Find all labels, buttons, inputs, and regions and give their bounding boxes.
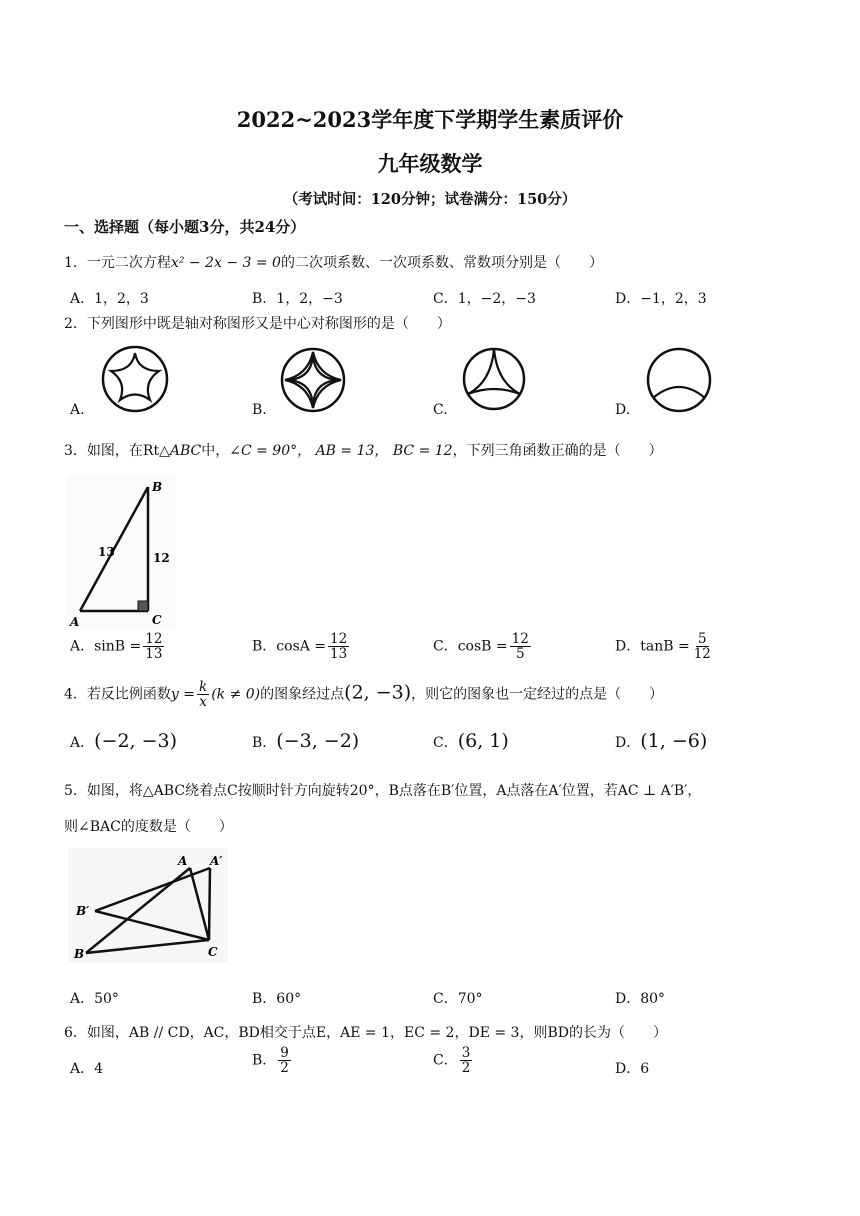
q1-pre: 1．一元二次方程 <box>64 255 171 271</box>
q3-pre: 3．如图，在Rt△ <box>64 443 170 459</box>
q6-option-d: D．6 <box>615 1061 650 1077</box>
q5-label-b-prime: B′ <box>76 904 90 918</box>
q2-figure-d <box>645 346 713 414</box>
q1-option-c: C．1，−2，−3 <box>433 291 536 307</box>
q4-point: (2, −3) <box>344 681 412 704</box>
q2-label-b: B. <box>252 402 267 418</box>
q4-post: ，则它的图象也一定经过的点是（ ） <box>411 686 664 703</box>
q5-label-c: C <box>208 945 218 959</box>
q4-y: y = <box>170 686 196 703</box>
q3-condition-bc: BC = 12 <box>392 443 453 459</box>
q3-side-ab: 13 <box>98 545 115 559</box>
q3-option-d: D．tanB = $\frac{5}{12}$ <box>615 631 711 663</box>
q3-triangle-name: ABC <box>169 443 202 459</box>
q6-option-c: C． $\frac{3}{2}$ <box>433 1045 471 1077</box>
section-heading: 一、选择题（每小题3分，共24分） <box>64 218 306 236</box>
exam-title: 2022~2023学年度下学期学生素质评价 <box>236 107 624 132</box>
q6-option-a: A．4 <box>70 1061 104 1077</box>
q3-option-c: C．cosB = $\frac{12}{5}$ <box>433 631 529 663</box>
q5-option-d: D．80° <box>615 991 666 1007</box>
q5-option-a: A．50° <box>70 991 119 1007</box>
q1-option-d: D．−1，2，3 <box>615 291 707 307</box>
question-2: 2．下列图形中既是轴对称图形又是中心对称图形的是（ ） <box>64 316 451 332</box>
q4-option-d: D．(1, −6) <box>615 730 708 752</box>
q3-condition-angle: ∠C = 90°， <box>229 443 312 459</box>
q5-label-b: B <box>74 947 85 961</box>
question-1 <box>64 252 603 274</box>
q2-figure-a <box>100 344 170 414</box>
question-6: 6．如图，AB // CD，AC，BD相交于点E，AE = 1，EC = 2，DE = 3，则BD的长为（ ） <box>64 1025 667 1041</box>
q3-option-a: A．sinB = $\frac{12}{13}$ <box>70 631 163 663</box>
question-5-line-2: 则∠BAC的度数是（ ） <box>64 819 233 835</box>
q5-label-a: A <box>178 854 188 868</box>
q2-figure-c <box>462 346 526 412</box>
q1-option-b: B．1，2，−3 <box>252 291 343 307</box>
q1-equation: x² − 2x − 3 = 0 <box>170 255 281 271</box>
q3-triangle-figure <box>66 474 176 630</box>
exam-subject: 九年级数学 <box>377 151 483 176</box>
q4-option-a: A．(−2, −3) <box>70 730 178 752</box>
q5-option-c: C．70° <box>433 991 483 1007</box>
q3-post: ，下列三角函数正确的是（ ） <box>452 443 663 459</box>
q4-option-b: B．(−3, −2) <box>252 730 360 752</box>
q2-label-a: A. <box>70 402 85 418</box>
q5-rotation-figure <box>68 848 228 962</box>
q3-condition-ab: AB = 13， <box>315 443 389 459</box>
q1-post: 的二次项系数、一次项系数、常数项分别是（ ） <box>280 255 603 271</box>
q1-option-a: A．1，2，3 <box>70 291 149 307</box>
q5-label-a-prime: A′ <box>210 854 223 868</box>
q3-label-a: A <box>70 615 80 629</box>
q4-mid: 的图象经过点 <box>260 686 345 703</box>
q3-label-b: B <box>152 480 163 494</box>
q4-condition: (k ≠ 0) <box>211 686 261 703</box>
q4-option-c: C．(6, 1) <box>433 730 509 752</box>
q4-pre: 4．若反比例函数 <box>64 686 171 703</box>
exam-info: （考试时间：120分钟；试卷满分：150分） <box>283 191 577 208</box>
q6-option-b: B． $\frac{9}{2}$ <box>252 1045 289 1077</box>
q5-option-b: B．60° <box>252 991 302 1007</box>
q3-mid: 中， <box>201 443 230 459</box>
question-4: 4．若反比例函数y = $\frac{k}{x}$ (k ≠ 0)的图象经过点(2, −3)，则它的图象也一定经过的点是（ ） <box>64 679 664 711</box>
q3-side-bc: 12 <box>153 551 170 565</box>
q3-label-c: C <box>152 613 162 627</box>
question-3 <box>64 440 663 462</box>
q2-figure-b <box>280 346 346 414</box>
question-5-line-1: 5．如图，将△ABC绕着点C按顺时针方向旋转20°，B点落在B′位置，A点落在A′位置，若AC ⊥ A′B′， <box>64 783 702 799</box>
q2-label-d: D. <box>615 402 631 418</box>
q3-option-b: B．cosA = $\frac{12}{13}$ <box>252 631 348 663</box>
q2-label-c: C. <box>433 402 448 418</box>
